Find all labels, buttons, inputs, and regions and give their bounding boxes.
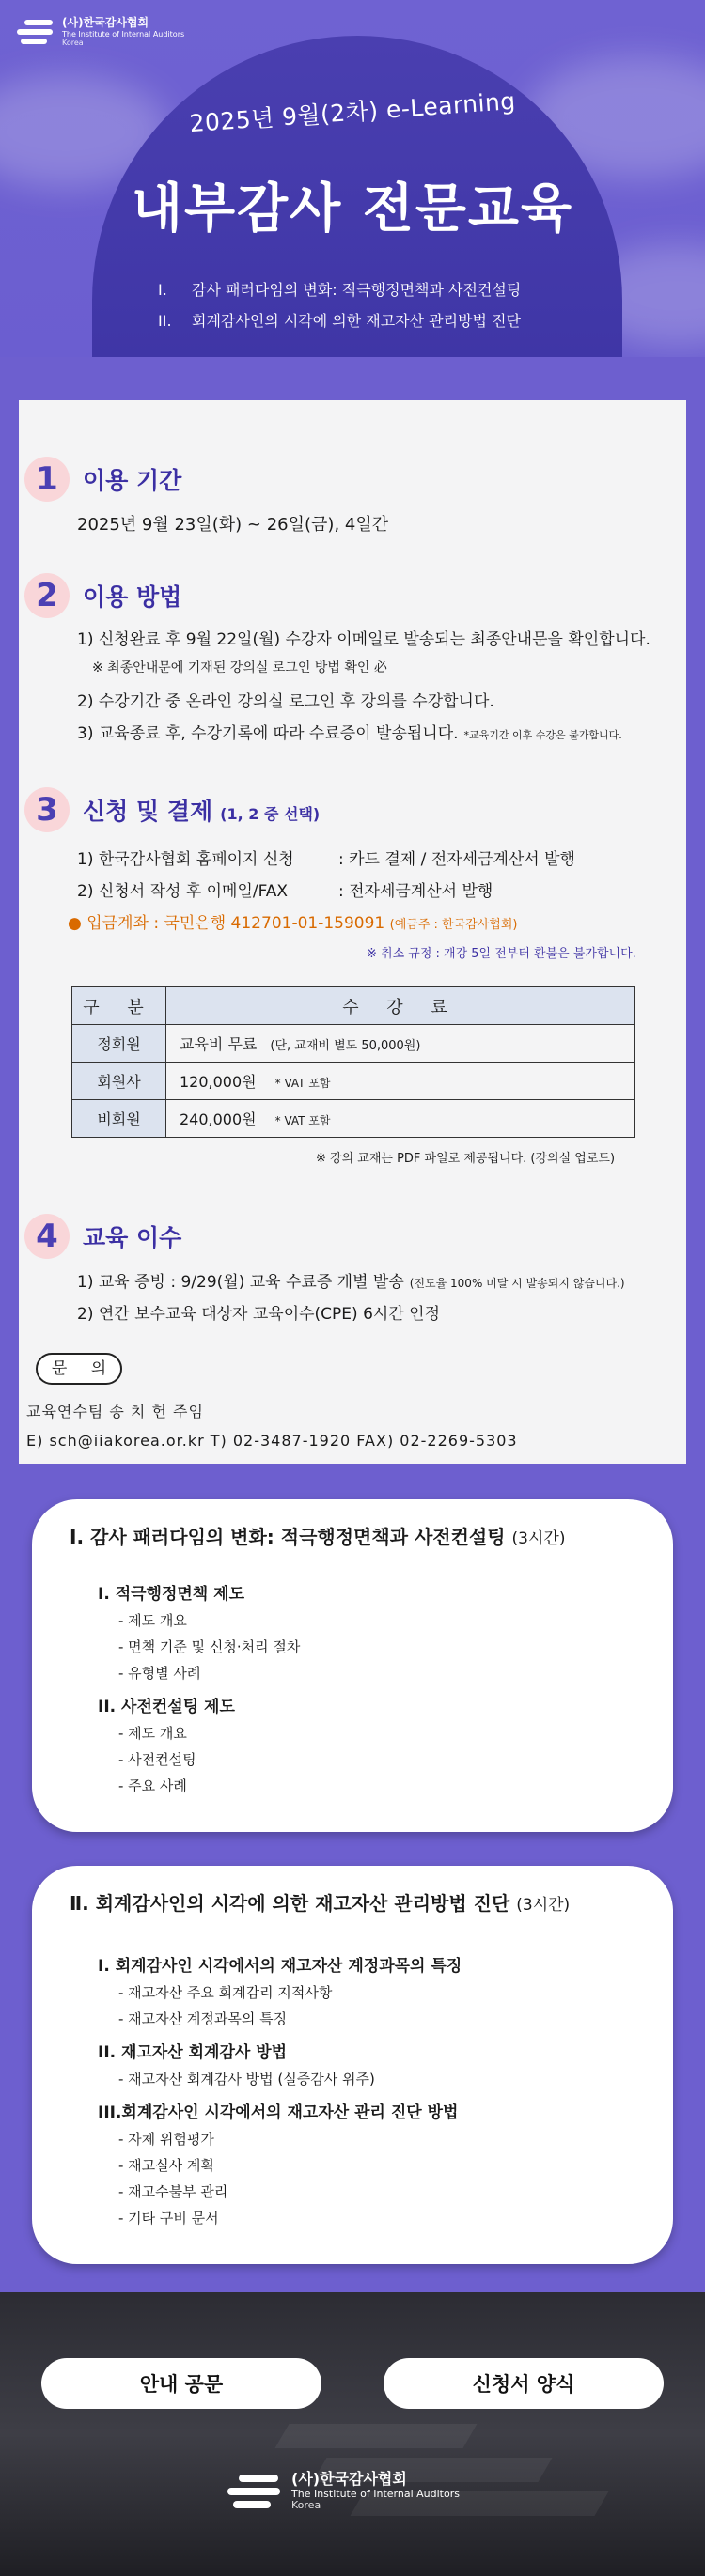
member-type: 회원사 [72,1063,166,1100]
table-header-row [72,987,635,1025]
course-item: - 제도 개요 [118,1612,187,1629]
fee-value: 120,000원 * VAT 포함 [166,1063,635,1100]
course-subtopic: II. 재고자산 회계감사 방법 [98,2043,288,2062]
org-logo [17,17,184,47]
usage-step-1-note: ※ 최종안내문에 기재된 강의실 로그인 방법 확인 必 [92,660,387,675]
course-subtopic: III.회계감사인 시각에서의 재고자산 관리 진단 방법 [98,2103,459,2122]
org-country: Korea [291,2499,321,2512]
course-subtopic: II. 사전컨설팅 제도 [98,1698,235,1716]
table-header-category: 구 분 [72,987,166,1025]
course-item: - 기타 구비 문서 [118,2210,219,2227]
fee-value: 교육비 무료 (단, 교재비 별도 50,000원) [166,1025,635,1063]
course-item: - 면책 기준 및 신청·처리 절차 [118,1638,301,1655]
contact-badge: 문 의 [36,1353,122,1385]
table-row [72,1100,635,1138]
org-country: Korea [62,38,84,47]
contact-details: E) sch@iiakorea.or.kr T) 02-3487-1920 FAX) 02-2269-5303 [26,1432,518,1450]
table-header-fee: 수 강 료 [166,987,635,1025]
course-item: - 제도 개요 [118,1725,187,1742]
course-subtopic: I. 적극행정면책 제도 [98,1585,244,1604]
notice-document-button[interactable]: 안내 공문 [41,2358,321,2409]
logo-icon [227,2471,282,2512]
course-item: - 재고자산 회계감사 방법 (실증감사 위주) [118,2071,375,2087]
section-title: 이용 방법 [83,583,182,611]
course-item: - 유형별 사례 [118,1665,201,1682]
table-row [72,1063,635,1100]
hero-course-list [158,274,521,336]
course-item: - 자체 위험평가 [118,2131,214,2148]
usage-step-1: 1) 신청완료 후 9월 22일(월) 수강자 이메일로 발송되는 최종안내문을 확인합니다. [77,630,650,649]
hero-course-item: II. 회계감사인의 시각에 의한 재고자산 관리방법 진단 [158,312,522,330]
payment-option-1: 1) 한국감사협회 홈페이지 신청 : 카드 결제 / 전자세금계산서 발행 [77,850,575,869]
section-number-badge: 4 [24,1214,70,1259]
hero-course-item: I. 감사 패러다임의 변화: 적극행정면책과 사전컨설팅 [158,281,522,299]
section-title: 신청 및 결제 (1, 2 중 선택) [83,798,321,825]
org-name-ko: (사)한국감사협회 [62,16,149,29]
usage-step-2: 2) 수강기간 중 온라인 강의실 로그인 후 강의를 수강합니다. [77,692,494,711]
course-item: - 재고자산 계정과목의 특징 [118,2010,288,2027]
org-logo-footer [227,2471,460,2512]
completion-line-2: 2) 연간 보수교육 대상자 교육이수(CPE) 6시간 인정 [77,1305,440,1324]
material-note: ※ 강의 교재는 PDF 파일로 제공됩니다. (강의실 업로드) [316,1152,616,1166]
section-usage-heading [24,573,181,618]
usage-step-3: 3) 교육종료 후, 수강기록에 따라 수료증이 발송됩니다. *교육기간 이후 수강은 불가합니다. [77,724,622,743]
cancel-policy-note: ※ 취소 규정 : 개강 5일 전부터 환불은 불가합니다. [367,947,636,961]
info-panel [19,400,686,1464]
hero-banner [0,0,705,357]
contact-person: 교육연수팀 송 치 헌 주임 [26,1403,204,1420]
bank-account: ● 입금계좌 : 국민은행 412701-01-159091 (예금주 : 한국감사협회) [68,914,518,933]
fee-value: 240,000원 * VAT 포함 [166,1100,635,1138]
period-text: 2025년 9월 23일(화) ~ 26일(금), 4일간 [77,515,389,535]
keyboard-decoration [274,2424,477,2448]
course-item: - 사전컨설팅 [118,1751,196,1768]
section-number-badge: 2 [24,573,70,618]
completion-line-1: 1) 교육 증빙 : 9/29(월) 교육 수료증 개별 발송 (진도율 100% 미달 시 발송되지 않습니다.) [77,1273,625,1292]
course-card-1 [32,1499,673,1832]
member-type: 비회원 [72,1100,166,1138]
section-completion-heading [24,1214,181,1259]
footer [0,2292,705,2576]
course-title: Ⅱ. 회계감사인의 시각에 의한 재고자산 관리방법 진단 (3시간) [70,1892,571,1915]
course-item: - 재고실사 계획 [118,2157,214,2174]
course-item: - 재고자산 주요 회계감리 지적사항 [118,1984,333,2001]
section-period-heading [24,457,181,502]
logo-icon [17,18,55,46]
course-item: - 재고수불부 관리 [118,2183,228,2200]
section-title: 이용 기간 [83,467,182,494]
org-name-en: The Institute of Internal Auditors [62,29,185,39]
course-card-2 [32,1866,673,2264]
course-item: - 주요 사례 [118,1777,187,1794]
section-number-badge: 3 [24,787,70,832]
payment-option-2: 2) 신청서 작성 후 이메일/FAX : 전자세금계산서 발행 [77,882,494,901]
course-subtopic: I. 회계감사인 시각에서의 재고자산 계정과목의 특징 [98,1957,462,1976]
hero-subtitle: 2025년 9월(2차) e-Learning [188,86,517,138]
course-title: Ⅰ. 감사 패러다임의 변화: 적극행정면책과 사전컨설팅 (3시간) [70,1526,566,1548]
section-number-badge: 1 [24,457,70,502]
application-form-button[interactable]: 신청서 양식 [384,2358,664,2409]
table-row [72,1025,635,1063]
member-type: 정회원 [72,1025,166,1063]
section-title: 교육 이수 [83,1224,182,1251]
org-name-ko: (사)한국감사협회 [291,2470,407,2489]
section-payment-heading [24,787,320,832]
page-title: 내부감사 전문교육 [131,178,574,240]
org-name-en: The Institute of Internal Auditors [291,2487,460,2500]
fee-table [71,986,635,1138]
